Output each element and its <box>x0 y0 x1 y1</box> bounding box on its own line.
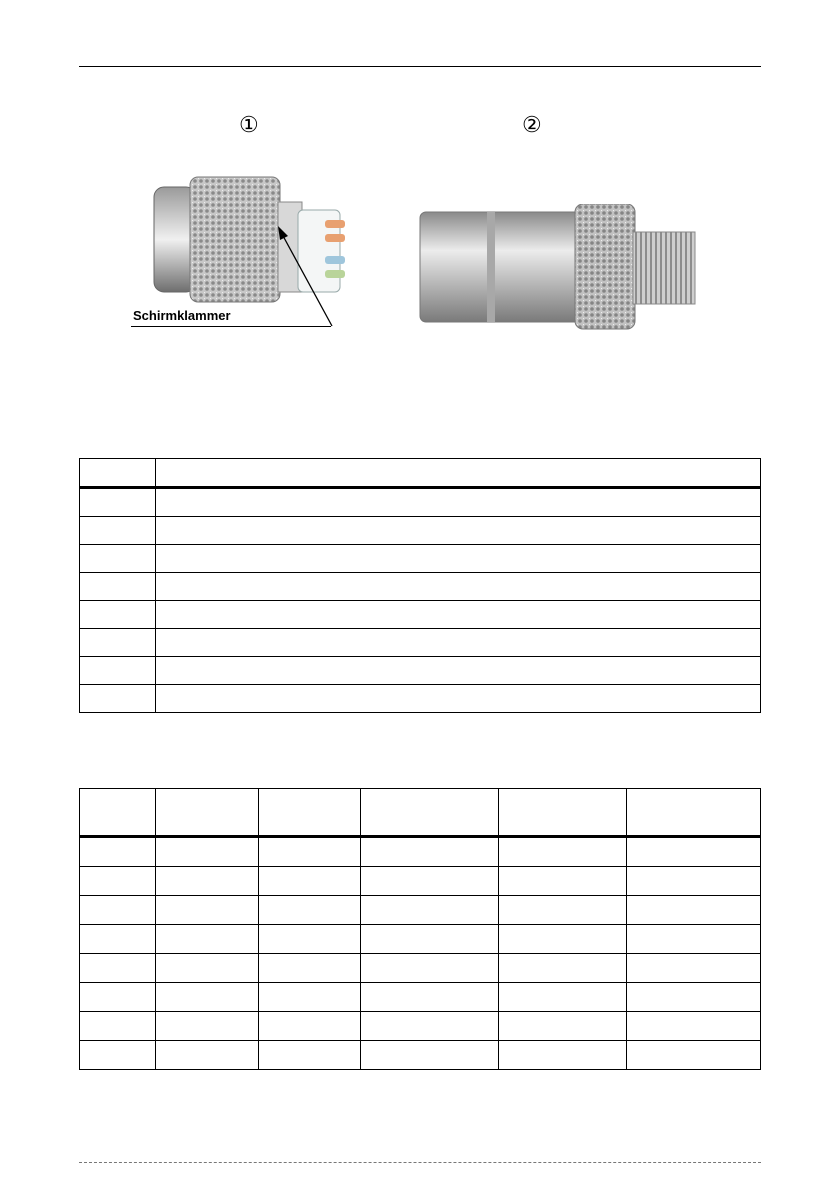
table-header-row <box>80 459 761 488</box>
table-row <box>80 601 761 629</box>
table-row <box>80 517 761 545</box>
table-row <box>80 896 761 925</box>
table-row <box>80 954 761 983</box>
table-row <box>80 685 761 713</box>
header-rule <box>79 66 761 67</box>
table-row <box>80 1012 761 1041</box>
table-header-row <box>80 789 761 837</box>
callout-number-1: ① <box>239 112 259 137</box>
callout-number-2: ② <box>522 112 542 137</box>
shield-clip-label: Schirmklammer <box>133 308 231 323</box>
table-row <box>80 629 761 657</box>
table-row <box>80 488 761 517</box>
assembled-connector-photo <box>415 204 700 334</box>
table-row <box>80 837 761 867</box>
table-row <box>80 573 761 601</box>
table-row <box>80 657 761 685</box>
table-row <box>80 925 761 954</box>
wire-color-table <box>79 788 761 1070</box>
table-row <box>80 545 761 573</box>
shield-label-underline <box>131 326 331 327</box>
table-row <box>80 867 761 896</box>
pin-assignment-table <box>79 458 761 713</box>
table-row <box>80 1041 761 1070</box>
table-row <box>80 983 761 1012</box>
shield-clip-leader-line <box>270 220 340 330</box>
footer-rule <box>79 1162 761 1163</box>
